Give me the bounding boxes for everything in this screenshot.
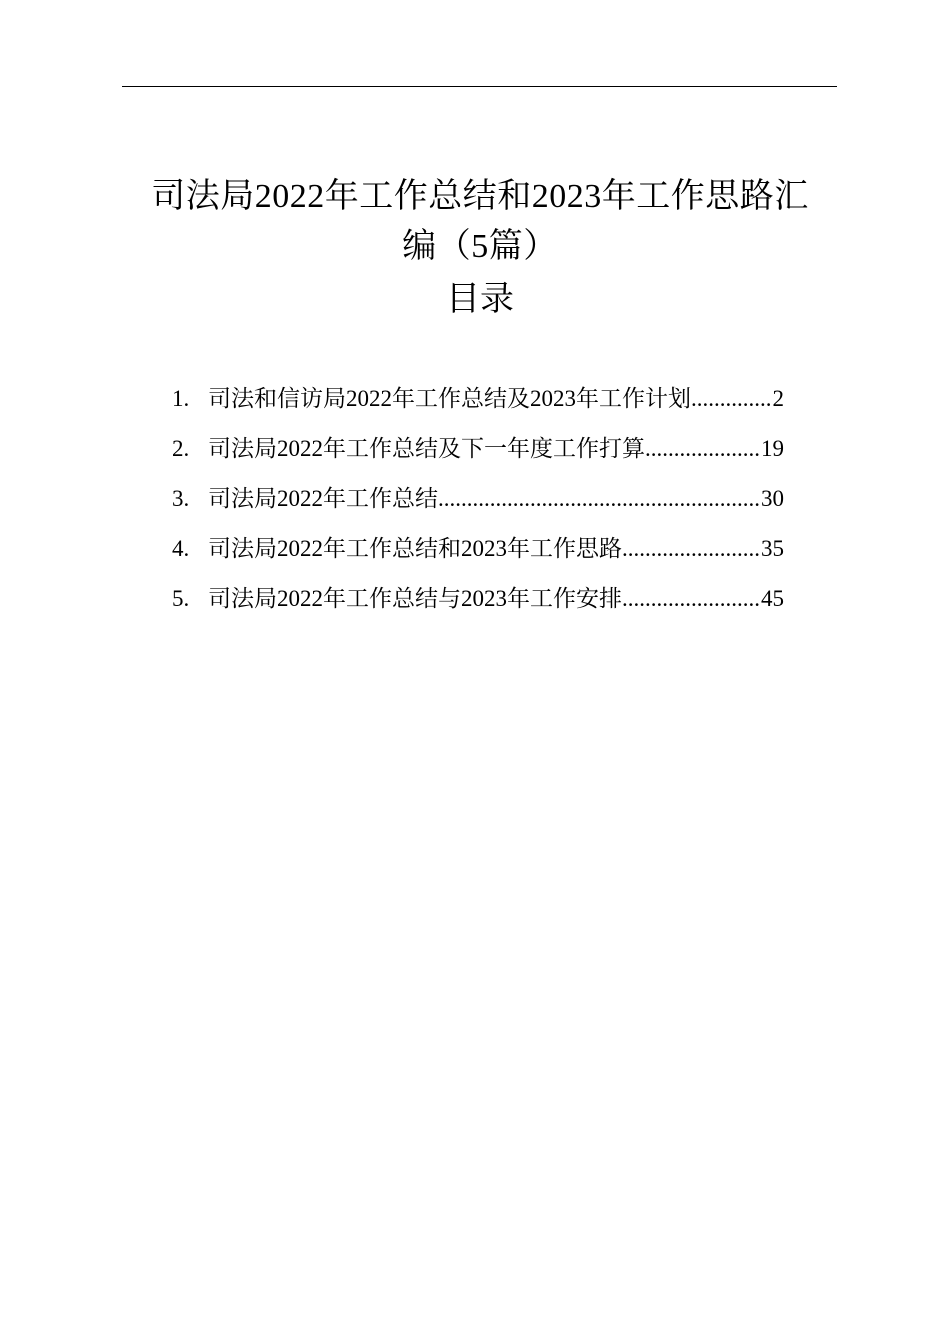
toc-entry[interactable] <box>172 479 784 529</box>
toc-dot-leader <box>622 529 761 569</box>
title-line-2: 编（5篇） <box>402 228 558 265</box>
toc-dot-leader <box>622 579 761 619</box>
toc-entry-title: 司法局2022年工作总结 <box>208 486 438 511</box>
toc-dot-leader <box>691 379 773 419</box>
toc-entry[interactable] <box>172 379 784 429</box>
toc-entry-page: 35 <box>761 536 784 561</box>
toc-entry-page: 2 <box>772 386 784 411</box>
toc-entry-number: 3. <box>172 486 190 511</box>
header-rule <box>122 86 837 87</box>
toc-entry-number: 1. <box>172 386 190 411</box>
toc-entry[interactable] <box>172 579 784 629</box>
toc-entry-title: 司法和信访局2022年工作总结及2023年工作计划 <box>208 386 691 411</box>
toc-dot-leader <box>645 429 761 469</box>
document-title <box>110 172 850 272</box>
toc-entry-number: 2. <box>172 436 190 461</box>
toc-entry-number: 5. <box>172 586 190 611</box>
title-line-1: 司法局2022年工作总结和2023年工作思路汇 <box>151 178 809 215</box>
toc-entry[interactable] <box>172 429 784 479</box>
toc-entry-title: 司法局2022年工作总结和2023年工作思路 <box>208 536 622 561</box>
toc-entry-number: 4. <box>172 536 190 561</box>
toc-entry-title: 司法局2022年工作总结及下一年度工作打算 <box>208 436 645 461</box>
toc-entry-page: 19 <box>761 436 784 461</box>
toc-heading: 目录 <box>446 281 514 318</box>
toc-dot-leader <box>438 479 761 519</box>
table-of-contents <box>172 379 784 629</box>
toc-entry[interactable] <box>172 529 784 579</box>
toc-entry-title: 司法局2022年工作总结与2023年工作安排 <box>208 586 622 611</box>
toc-entry-page: 45 <box>761 586 784 611</box>
toc-entry-page: 30 <box>761 486 784 511</box>
